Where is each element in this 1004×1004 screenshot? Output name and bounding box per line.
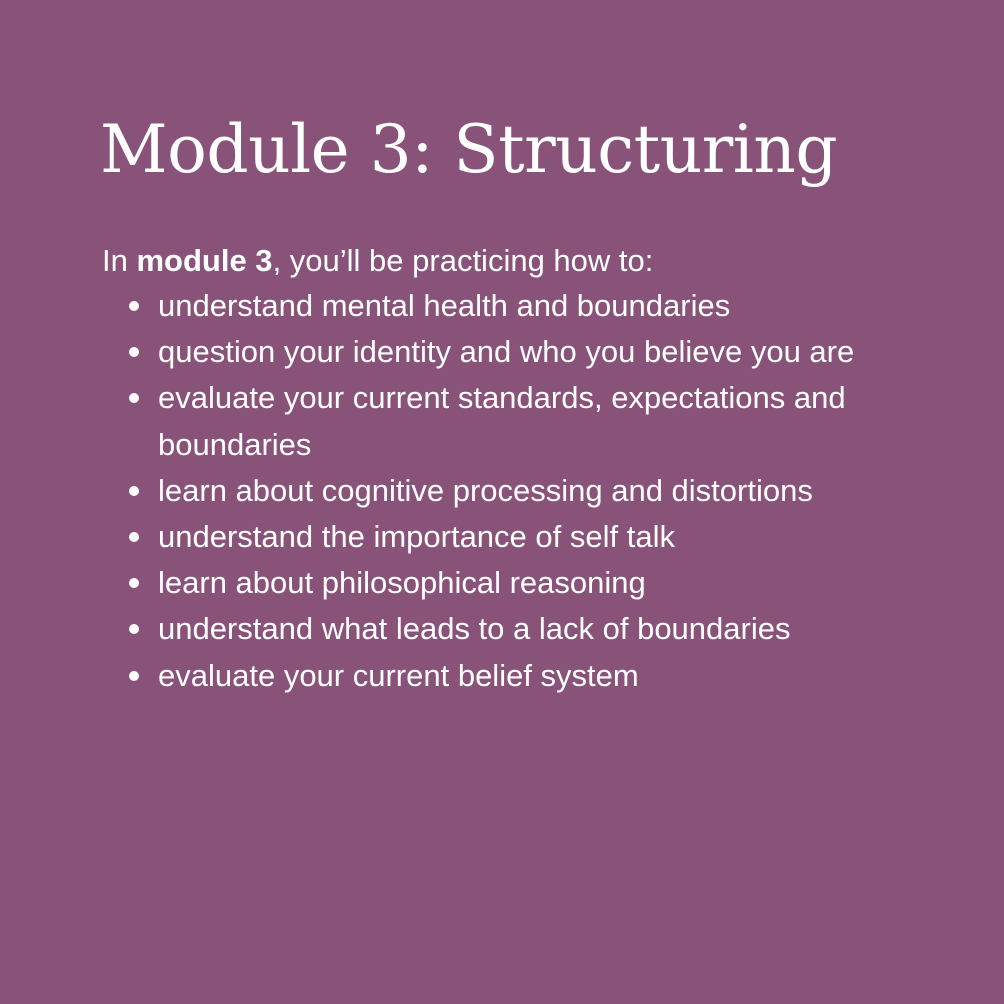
bullet-dot-icon xyxy=(129,624,139,634)
intro-module-name: module 3 xyxy=(136,243,273,278)
list-item xyxy=(158,560,918,606)
learning-objectives-list xyxy=(158,283,918,699)
intro-suffix: , you’ll be practicing how to: xyxy=(272,243,654,278)
bullet-dot-icon xyxy=(129,301,139,311)
list-item-text: learn about philosophical reasoning xyxy=(158,565,646,601)
list-item-text: understand what leads to a lack of boundaries xyxy=(158,611,791,647)
list-item-text: learn about cognitive processing and distortions xyxy=(158,472,813,508)
list-item-text: understand the importance of self talk xyxy=(158,519,675,555)
list-item xyxy=(158,653,918,699)
list-item-text: question your identity and who you believe you are xyxy=(158,334,855,370)
bullet-dot-icon xyxy=(129,578,139,588)
bullet-dot-icon xyxy=(129,532,139,542)
list-item-text: evaluate your current belief system xyxy=(158,657,639,693)
bullet-dot-icon xyxy=(129,347,139,357)
list-item xyxy=(158,606,918,652)
list-item xyxy=(158,329,918,375)
list-item-text: understand mental health and boundaries xyxy=(158,288,731,323)
bullet-dot-icon xyxy=(129,486,139,496)
list-item xyxy=(158,283,918,329)
list-item-text: evaluate your current standards, expectations and boundaries xyxy=(158,380,846,462)
intro-text xyxy=(102,238,653,284)
list-item xyxy=(158,375,918,467)
list-item xyxy=(158,514,918,560)
intro-prefix: In xyxy=(102,243,137,278)
list-item xyxy=(158,468,918,514)
bullet-dot-icon xyxy=(129,393,139,403)
bullet-dot-icon xyxy=(129,671,139,681)
module-title: Module 3: Structuring xyxy=(100,111,838,188)
